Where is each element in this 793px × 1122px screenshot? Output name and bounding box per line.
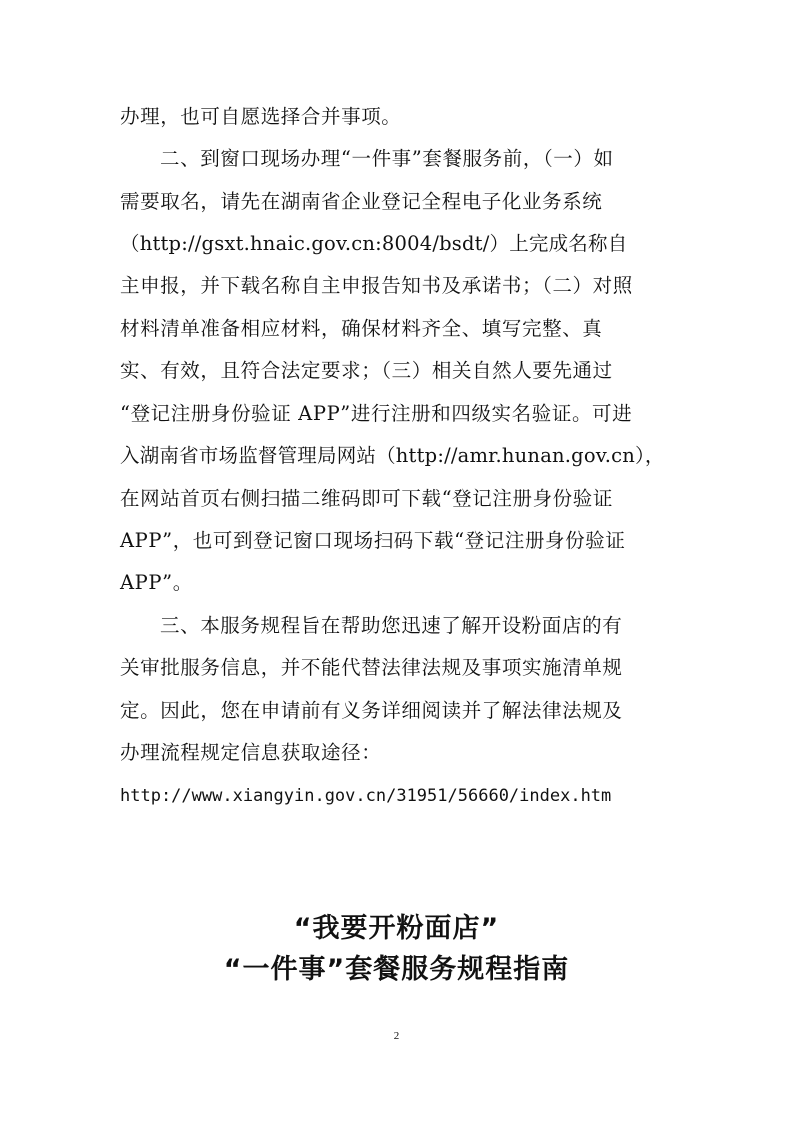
body-line-10: 在网站首页右侧扫描二维码即可下载“登记注册身份验证 (120, 487, 613, 510)
body-line-15: 定。因此，您在申请前有义务详细阅读并了解法律法规及 (120, 699, 623, 722)
body-line-6: 材料清单准备相应材料，确保材料齐全、填写完整、真 (120, 317, 603, 340)
guide-title-line-1: “我要开粉面店” (293, 913, 500, 944)
body-line-1: 办理，也可自愿选择合并事项。 (120, 105, 402, 128)
body-line-5: 主申报，并下载名称自主申报告知书及承诺书；（二）对照 (120, 274, 633, 297)
body-line-16: 办理流程规定信息获取途径： (120, 741, 382, 764)
body-line-11: APP”，也可到登记窗口现场扫码下载“登记注册身份验证 (120, 529, 626, 552)
body-line-4-url: （http://gsxt.hnaic.gov.cn:8004/bsdt/）上完成名称自 (120, 232, 628, 255)
body-line-12: APP”。 (120, 571, 193, 594)
body-line-8: “登记注册身份验证 APP”进行注册和四级实名验证。可进 (120, 402, 633, 425)
info-url-line: http://www.xiangyin.gov.cn/31951/56660/index.htm (120, 786, 612, 806)
page-number: 2 (393, 1030, 400, 1042)
body-line-13: 三、本服务规程旨在帮助您迅速了解开设粉面店的有 (160, 614, 623, 637)
body-line-2: 二、到窗口现场办理“一件事”套餐服务前，（一）如 (160, 147, 614, 170)
body-line-7: 实、有效，且符合法定要求；（三）相关自然人要先通过 (120, 359, 613, 382)
body-line-3: 需要取名，请先在湖南省企业登记全程电子化业务系统 (120, 190, 603, 213)
guide-title-line-2: “一件事”套餐服务规程指南 (223, 954, 570, 985)
body-line-14: 关审批服务信息，并不能代替法律法规及事项实施清单规 (120, 656, 623, 679)
body-line-9: 入湖南省市场监督管理局网站（http://amr.hunan.gov.cn）， (120, 444, 665, 467)
